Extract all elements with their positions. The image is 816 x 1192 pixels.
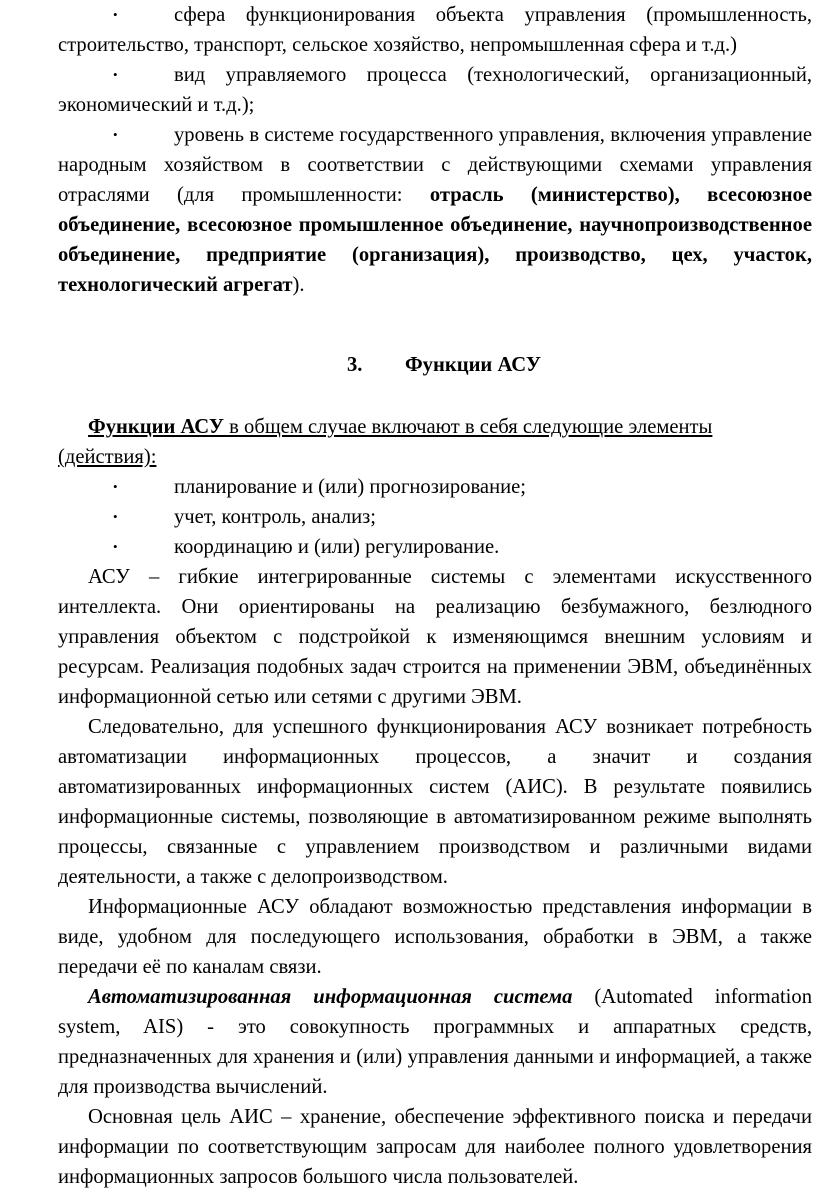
paragraph-ais-definition <box>58 982 812 1102</box>
function-item-accounting <box>58 502 812 532</box>
bullet-text: учет, контроль, анализ; <box>174 506 376 528</box>
bullet-text: координацию и (или) регулирование. <box>174 536 500 558</box>
bullet-text: сфера функционирования объекта управления (промышленность, строительство, транспорт, сельское хозяйство, непромышленная сфера и т.д.) <box>58 4 812 56</box>
ais-term: Автоматизированная информационная система <box>88 986 573 1008</box>
functions-intro-text: в общем случае включают в себя следующие элементы (действия): <box>58 416 713 468</box>
bullet-dot-icon: • <box>113 67 118 82</box>
bullet-item-government-level <box>58 120 812 300</box>
bullet-dot-icon: • <box>113 479 118 494</box>
section-number: 3. <box>346 354 363 376</box>
paragraph-ais-goal: Основная цель АИС – хранение, обеспечение эффективного поиска и передачи информации по соответствующим запросам для наиболее полного удовлетворения информационных запросов большого числа пользователей. <box>58 1106 812 1188</box>
bullet-text: планирование и (или) прогнозирование; <box>174 476 526 498</box>
bullet-item-process-type <box>58 60 812 120</box>
functions-intro <box>58 412 812 472</box>
section-heading <box>58 350 812 380</box>
ais-definition-text: (Automated information system, AIS) - это совокупность программных и аппаратных средств, предназначенных для хранения и (или) управления данными и информацией, а также для производства вычислений. <box>58 986 812 1098</box>
paragraph-information-asu: Информационные АСУ обладают возможностью представления информации в виде, удобном для последующего использования, обработки в ЭВМ, а также передачи её по каналам связи. <box>58 896 812 978</box>
section-title: Функции АСУ <box>404 354 542 376</box>
functions-term: Функции АСУ <box>88 416 225 438</box>
bullet-text-tail: ). <box>292 274 305 296</box>
bullet-text: вид управляемого процесса (технологический, организационный, экономический и т.д.); <box>58 64 812 116</box>
spacer <box>58 300 812 344</box>
paragraph-automation-need: Следовательно, для успешного функционирования АСУ возникает потребность автоматизации информационных процессов, а значит и создания автоматизированных информационных систем (АИС). В результате появились информационные системы, позволяющие в автоматизированном режиме выполнять процессы, связанные с управлением производством и различными видами деятельности, а также с делопроизводством. <box>58 716 812 888</box>
function-item-coordination <box>58 532 812 562</box>
bullet-dot-icon: • <box>113 509 118 524</box>
bullet-dot-icon: • <box>113 539 118 554</box>
bullet-dot-icon: • <box>113 127 118 142</box>
bullet-text-plain: уровень в системе государственного управления, включения управление народным хозяйством в соответствии с действующими схемами управления отраслями (для промышленности: <box>58 124 812 206</box>
bullet-item-sphere <box>58 0 812 60</box>
function-item-planning <box>58 472 812 502</box>
bullet-dot-icon: • <box>113 7 118 22</box>
paragraph-asu-definition: АСУ – гибкие интегрированные системы с элементами искусственного интеллекта. Они ориентированы на реализацию безбумажного, безлюдного управления объектом с подстройкой к изменяющимся внешним условиям и ресурсам. Реализация подобных задач строится на применении ЭВМ, объединённых информационной сетью или сетями с другими ЭВМ. <box>58 566 812 708</box>
bullet-text-bold: отрасль (министерство), всесоюзное объединение, всесоюзное промышленное объединение, научнопроизводственное объединение, предприятие (организация), производство, цех, участок, технологический агрегат <box>58 184 812 296</box>
